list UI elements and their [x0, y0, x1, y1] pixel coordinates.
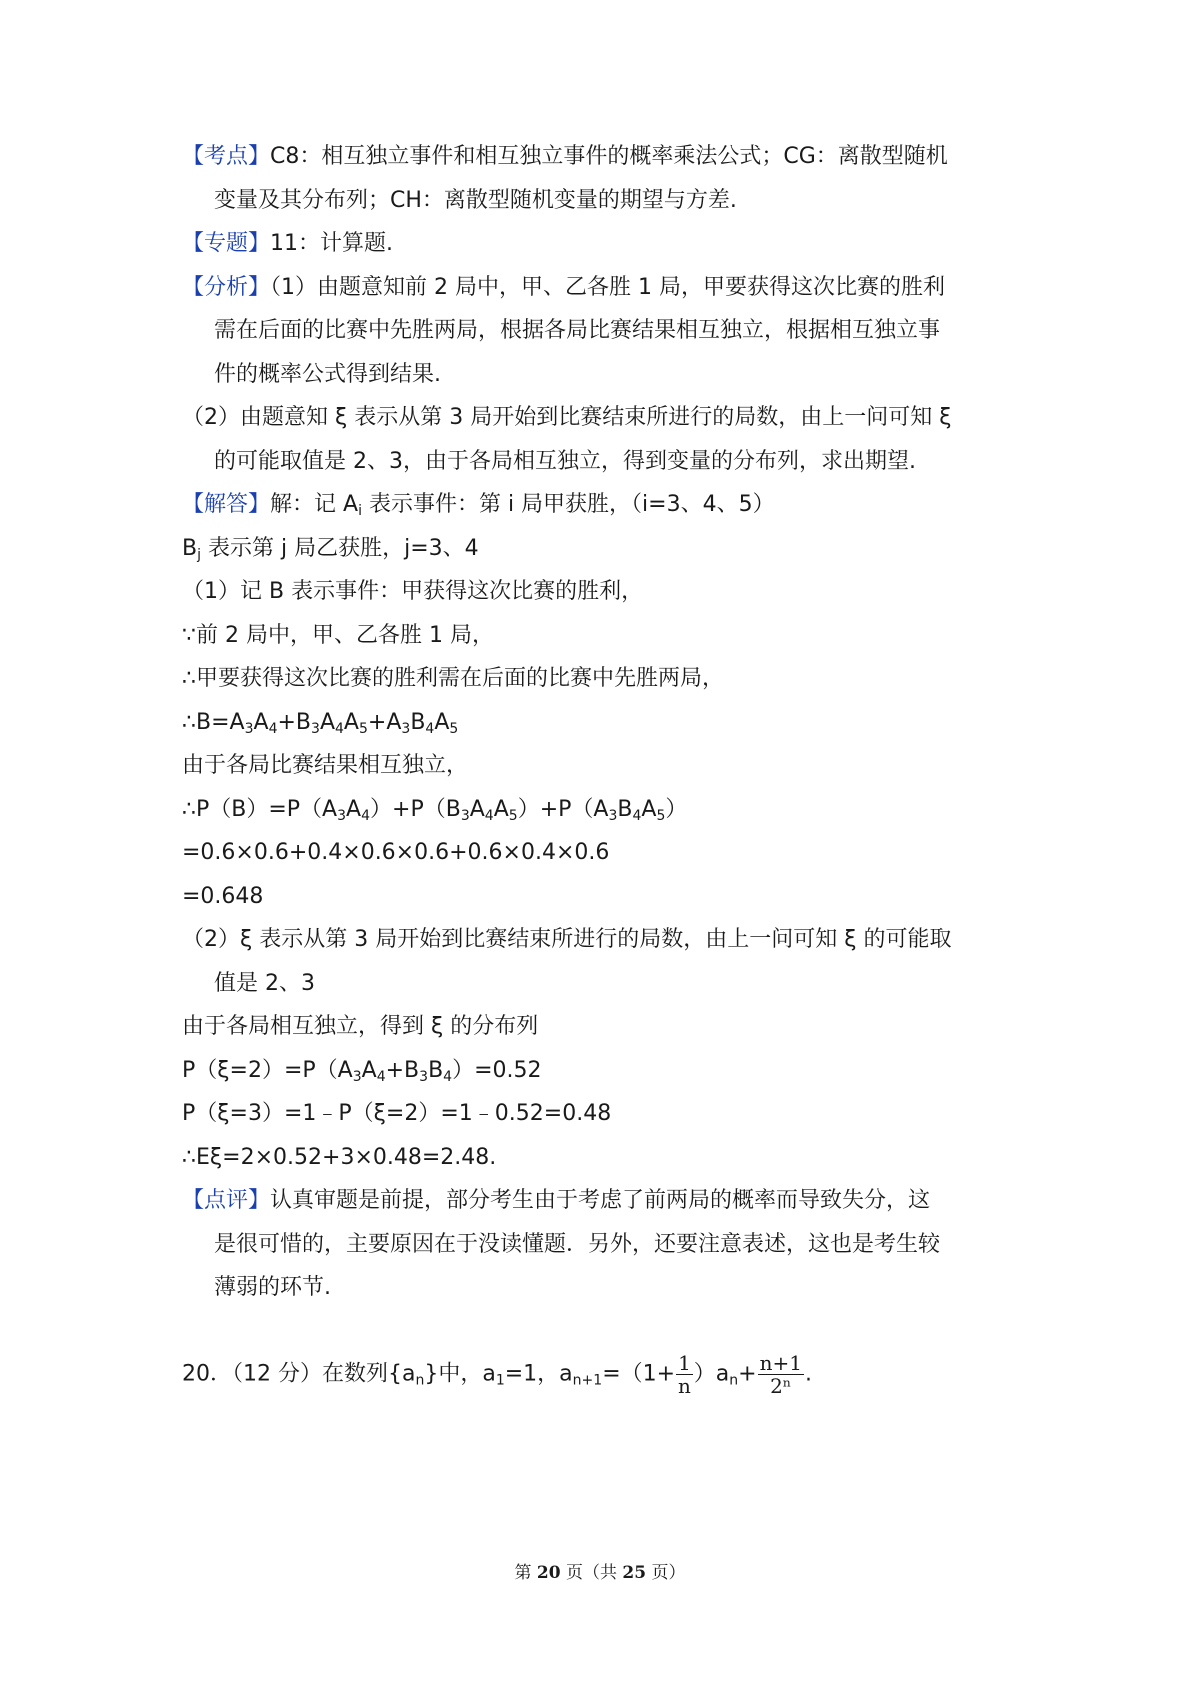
- eq-part: A: [346, 797, 362, 822]
- eq-sub: 3: [419, 1069, 429, 1085]
- fenxi-line-2: 需在后面的比赛中先胜两局，根据各局比赛结果相互独立，根据相互独立事: [214, 318, 941, 343]
- eq-sub: 5: [656, 808, 666, 824]
- eq-part: A: [319, 710, 335, 735]
- fenxi-line-5: 的可能取值是 2、3，由于各局相互独立，得到变量的分布列，求出期望.: [214, 449, 916, 474]
- zhuanti-line: [182, 229, 393, 259]
- jieda-text-2b: 表示第 j 局乙获胜，j=3、4: [200, 536, 479, 561]
- jieda-line-11: （2）ξ 表示从第 3 局开始到比赛结束所进行的局数，由上一问可知 ξ 的可能取: [182, 927, 952, 952]
- eq-sub: 3: [337, 808, 347, 824]
- fenxi-line-4: （2）由题意知 ξ 表示从第 3 局开始到比赛结束所进行的局数，由上一问可知 ξ: [182, 405, 952, 430]
- eq-sub: 3: [401, 721, 411, 737]
- dianping-line-2: 是很可惜的，主要原因在于没读懂题．另外，还要注意表述，这也是考生较: [214, 1232, 941, 1257]
- jieda-line-5: ∴甲要获得这次比赛的胜利需在后面的比赛中先胜两局，: [182, 666, 724, 691]
- footer-text: 页）: [646, 1563, 686, 1583]
- jieda-line-13: 由于各局相互独立，得到 ξ 的分布列: [182, 1014, 539, 1039]
- dianping-tag: 【点评】: [182, 1188, 271, 1213]
- jieda-line-7: 由于各局比赛结果相互独立，: [182, 753, 469, 778]
- page-footer: [0, 1558, 1200, 1583]
- jieda-line-12: 值是 2、3: [214, 971, 315, 996]
- eq-sub: 3: [311, 721, 320, 737]
- eq-sub: 3: [460, 808, 470, 824]
- fraction-denominator: 2ⁿ: [770, 1374, 792, 1398]
- jieda-tag: 【解答】: [182, 492, 271, 517]
- eq-part: ）=0.52: [452, 1058, 542, 1083]
- eq-sub: 5: [358, 721, 368, 737]
- eq-sub: 4: [376, 1069, 386, 1085]
- q20-sub: n: [415, 1372, 425, 1389]
- jieda-line-6: [182, 708, 458, 738]
- total-pages: 25: [622, 1563, 647, 1583]
- dianping-line-3: 薄弱的环节.: [214, 1275, 331, 1300]
- jieda-text-2a: B: [182, 536, 198, 561]
- eq-sub: 4: [632, 808, 642, 824]
- jieda-line-8: [182, 795, 687, 825]
- kaodian-text-1: C8：相互独立事件和相互独立事件的概率乘法公式；CG：离散型随机: [270, 144, 948, 169]
- q20-text: +: [738, 1361, 757, 1387]
- fraction-numerator: n+1: [759, 1351, 802, 1375]
- jieda-line-1: [182, 490, 775, 520]
- eq-part: B: [617, 797, 633, 822]
- jieda-line-16: ∴Eξ=2×0.52+3×0.48=2.48.: [182, 1145, 497, 1170]
- eq-sub: 3: [352, 1069, 362, 1085]
- fenxi-tag: 【分析】: [182, 275, 271, 300]
- eq-part: A: [493, 797, 509, 822]
- eq-part: +A: [367, 710, 402, 735]
- jieda-line-2: [182, 534, 479, 564]
- zhuanti-text: 11：计算题.: [270, 231, 394, 256]
- q20-seq: {a: [387, 1361, 416, 1387]
- jieda-line-9: =0.6×0.6+0.4×0.6×0.6+0.6×0.4×0.6: [182, 840, 610, 865]
- eq-sub: 4: [484, 808, 494, 824]
- eq-part: A: [469, 797, 485, 822]
- eq-part: A: [343, 710, 359, 735]
- fraction-n-plus-1-over-2n: [758, 1352, 804, 1397]
- fraction-1-over-n: [676, 1352, 693, 1397]
- eq-sub: 5: [508, 808, 518, 824]
- footer-text: 第: [514, 1563, 537, 1583]
- jieda-line-3: （1）记 B 表示事件：甲获得这次比赛的胜利，: [182, 579, 644, 604]
- eq-part: B: [410, 710, 426, 735]
- eq-part: ∴P（B）=P（A: [182, 797, 338, 822]
- q20-text: =1，a: [504, 1361, 573, 1387]
- kaodian-line-2: 变量及其分布列；CH：离散型随机变量的期望与方差.: [214, 188, 737, 213]
- page-number: 20: [536, 1563, 561, 1583]
- fenxi-line-1: [182, 273, 945, 303]
- eq-part: A: [434, 710, 450, 735]
- eq-part: A: [253, 710, 269, 735]
- q20-text: ）a: [693, 1361, 730, 1387]
- q20-number: 20．（12 分）在数列: [182, 1361, 388, 1387]
- kaodian-tag: 【考点】: [182, 144, 271, 169]
- q20-sub: n+1: [572, 1372, 603, 1389]
- fenxi-line-3: 件的概率公式得到结果.: [214, 362, 441, 387]
- jieda-text-1b: 表示事件：第 i 局甲获胜，（i=3、4、5）: [361, 492, 775, 517]
- fraction-denominator: n: [677, 1374, 691, 1398]
- eq-sub: 4: [268, 721, 278, 737]
- fraction-numerator: 1: [678, 1351, 691, 1375]
- jieda-line-15: P（ξ=3）=1﹣P（ξ=2）=1﹣0.52=0.48: [182, 1101, 612, 1126]
- q20-text: 中，a: [438, 1361, 496, 1387]
- eq-part: A: [641, 797, 657, 822]
- eq-part: A: [361, 1058, 377, 1083]
- zhuanti-tag: 【专题】: [182, 231, 271, 256]
- eq-sub: 4: [361, 808, 371, 824]
- eq-sub: 4: [425, 721, 435, 737]
- q20-sub: n: [729, 1372, 739, 1389]
- eq-part: +B: [277, 710, 312, 735]
- eq-part: ）+P（A: [517, 797, 609, 822]
- eq-sub: 5: [449, 721, 459, 737]
- eq-sub: 3: [608, 808, 618, 824]
- q20-sub: 1: [495, 1372, 505, 1389]
- jieda-sub-i: i: [358, 503, 362, 519]
- eq-sub: 4: [443, 1069, 453, 1085]
- jieda-text-1a: 解：记 A: [270, 492, 359, 517]
- kaodian-line-1: [182, 142, 948, 172]
- eq-part: ）+P（B: [370, 797, 461, 822]
- jieda-line-10: =0.648: [182, 884, 264, 909]
- jieda-line-4: ∵前 2 局中，甲、乙各胜 1 局，: [182, 623, 494, 648]
- eq-part: ∴B=A: [182, 710, 245, 735]
- eq-part: B: [428, 1058, 444, 1083]
- eq-sub: 3: [244, 721, 254, 737]
- q20-seq: }: [424, 1361, 439, 1387]
- eq-sub: 4: [335, 721, 344, 737]
- eq-part: P（ξ=2）=P（A: [182, 1058, 353, 1083]
- eq-part: +B: [385, 1058, 420, 1083]
- jieda-line-14: [182, 1056, 542, 1086]
- footer-text: 页（共: [560, 1563, 623, 1583]
- q20-text: =（1+: [602, 1361, 676, 1387]
- q20-text: .: [804, 1361, 812, 1387]
- dianping-line-1: [182, 1186, 930, 1216]
- jieda-sub-j: j: [197, 547, 201, 563]
- eq-part: ）: [665, 797, 688, 822]
- fenxi-text-1: （1）由题意知前 2 局中，甲、乙各胜 1 局，甲要获得这次比赛的胜利: [270, 275, 945, 300]
- dianping-text-1: 认真审题是前提，部分考生由于考虑了前两局的概率而导致失分，这: [270, 1188, 931, 1213]
- question-20: [182, 1352, 812, 1397]
